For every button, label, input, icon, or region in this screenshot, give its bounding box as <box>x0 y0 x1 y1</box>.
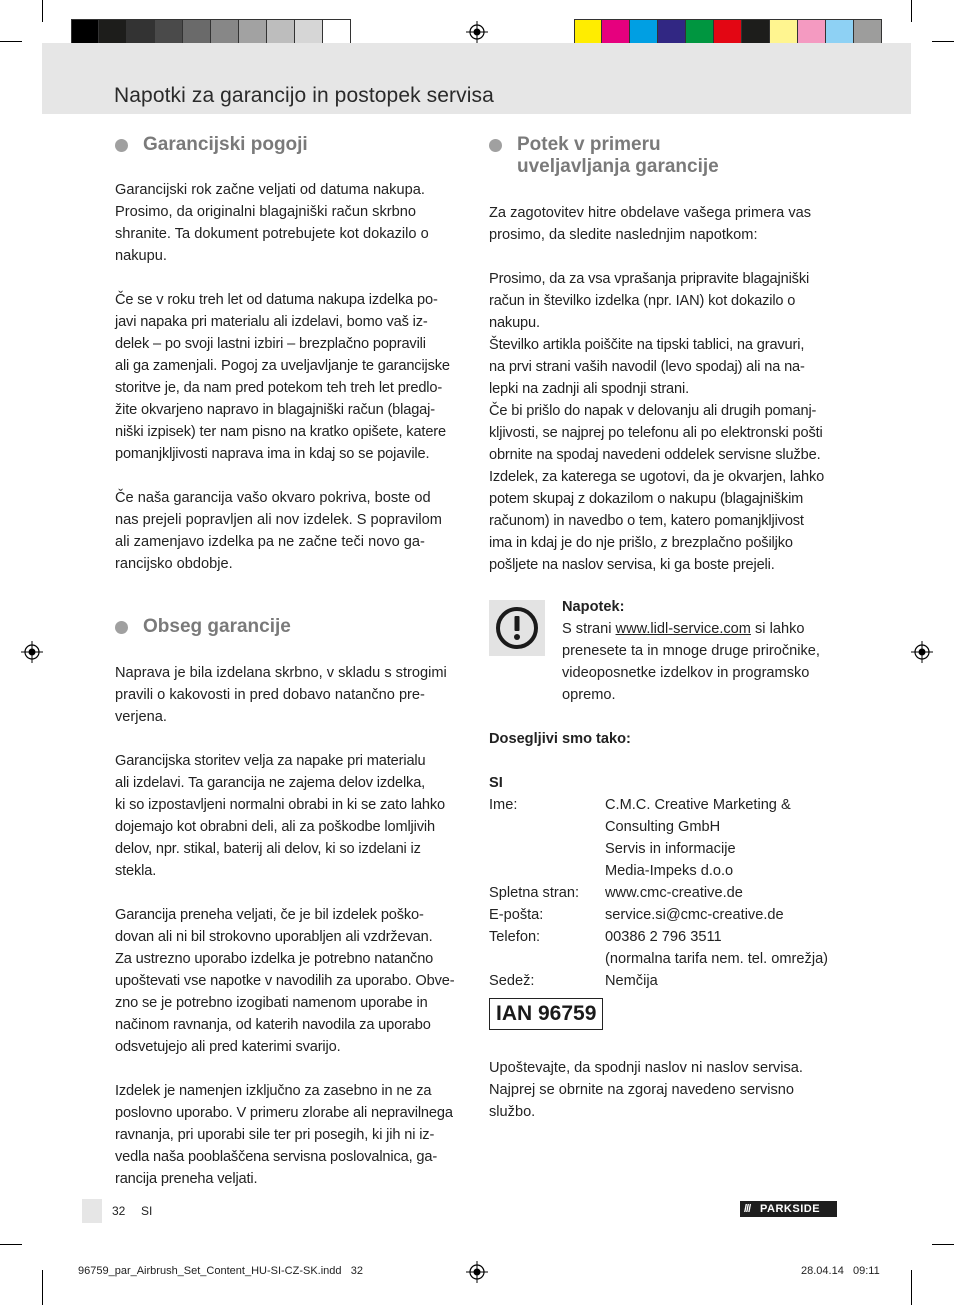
section-heading-warranty-procedure: Potek v primeru uveljavljanja garancije <box>517 134 719 177</box>
paragraph: Naprava je bila izdelana skrbno, v skladu s strogimi pravili o kakovosti in pred dobavo natančno pre- verjena. <box>115 665 447 725</box>
paragraph: Če naša garancija vašo okvaro pokriva, boste od nas prejeli popravljen ali nov izdelek. S popravilom ali zamenjavo izdelka pa ne začne teči novo ga- rancijsko obdobje. <box>115 490 442 572</box>
color-swatch <box>155 19 183 45</box>
file-slug: 96759_par_Airbrush_Set_Content_HU-SI-CZ-SK.indd 32 <box>78 1265 363 1277</box>
color-swatch <box>826 19 854 45</box>
color-swatch <box>183 19 211 45</box>
contact-label: Spletna stran: <box>489 885 580 901</box>
grayscale-color-bar <box>71 19 351 45</box>
color-swatch <box>239 19 267 45</box>
reach-us-title: Dosegljivi smo tako: <box>489 731 631 747</box>
paragraph: Upoštevajte, da spodnji naslov ni naslov servisa. Najprej se obrnite na zgoraj navedeno servisno službo. <box>489 1060 803 1120</box>
color-swatch <box>602 19 630 45</box>
crop-mark <box>0 1244 22 1245</box>
registration-mark-icon <box>911 641 933 663</box>
notice-text-line <box>562 618 805 640</box>
color-swatch <box>574 19 602 45</box>
country-code: SI <box>489 775 503 791</box>
page-number-box <box>82 1199 102 1223</box>
notice-title: Napotek: <box>562 599 625 615</box>
color-swatch <box>854 19 882 45</box>
notice-text-prefix: S strani <box>562 621 616 637</box>
contact-value: C.M.C. Creative Marketing & Consulting GmbH Servis in informacije Media-Impeks d.o.o <box>605 797 791 879</box>
contact-value: Nemčija <box>605 973 658 989</box>
color-swatch <box>714 19 742 45</box>
paragraph: Garancija preneha veljati, če je bil izdelek poško- dovan ali ni bil strokovno uporabljen ali vzdrževan. Za ustrezno uporabo izdelka je potrebno natančno upoštevati vse napotke v navodilih za uporabo. Obve- zno se je potrebno izogibati namenom uporabe in načinom ravnanja, od katerih navodila za uporabo odsvetujejo ali pred katerimi svarijo. <box>115 907 455 1055</box>
paragraph: Če se v roku treh let od datuma nakupa izdelka po- javi napaka pri materialu ali izdelavi, bomo vaš iz- delek – po svoji lastni izbiri – brezplačno popravili ali ga zamenjali. Pogoj za uveljavljanje te garancijske storitve je, da nam pred potekom teh treh let predlo- žite okvarjeno napravo in blagajniški račun (blagaj- niški izpisek) ter nam pisno na kratko opišete, katere pomanjkljivosti naprava ima in kdaj so se pojavile. <box>115 292 450 462</box>
contact-value: www.cmc-creative.de <box>605 885 743 901</box>
color-swatch <box>658 19 686 45</box>
lidl-service-link[interactable]: www.lidl-service.com <box>615 621 751 637</box>
notice-icon-box <box>489 600 545 656</box>
contact-value: 00386 2 796 3511 (normalna tarifa nem. tel. omrežja) <box>605 929 829 967</box>
paragraph: Izdelek je namenjen izključno za zasebno in ne za poslovno uporabo. V primeru zlorabe ali nepravilnega ravnanja, pri uporabi sile ter pri posegih, ki jih ni iz- vedla naša pooblaščena servisna poslovalnica, ga- rancija preneha veljati. <box>115 1083 453 1187</box>
process-color-bar <box>574 19 882 45</box>
section-bullet-icon <box>489 139 502 152</box>
color-swatch <box>798 19 826 45</box>
crop-mark <box>911 0 912 22</box>
language-code: SI <box>141 1204 153 1218</box>
notice-text: prenesete ta in mnoge druge priročnike, videoposnetke izdelkov in programsko opremo. <box>562 643 820 703</box>
registration-mark-icon <box>466 1261 488 1283</box>
color-swatch <box>267 19 295 45</box>
section-heading-warranty-terms: Garancijski pogoji <box>143 134 308 155</box>
page-number: 32 <box>112 1204 126 1218</box>
page-title: Napotki za garancijo in postopek servisa <box>114 84 494 107</box>
color-swatch <box>630 19 658 45</box>
crop-mark <box>932 1244 954 1245</box>
contact-value: service.si@cmc-creative.de <box>605 907 784 923</box>
contact-label: Ime: <box>489 797 518 813</box>
contact-label: Telefon: <box>489 929 541 945</box>
logo-stripes-icon: /// <box>744 1203 751 1215</box>
color-swatch <box>323 19 351 45</box>
paragraph: Garancijska storitev velja za napake pri materialu ali izdelavi. Ta garancija ne zajema delov izdelka, ki so izpostavljeni normalni obrabi in ki se zato lahko dojemajo kot obrabni deli, ali za poškodbe lomljivih delov, npr. stikal, baterij ali delov, ki so izdelani iz stekla. <box>115 753 446 879</box>
crop-mark <box>42 1270 43 1305</box>
exclamation-icon <box>489 600 545 656</box>
color-swatch <box>742 19 770 45</box>
brand-name: PARKSIDE <box>760 1203 821 1215</box>
date-slug: 28.04.14 09:11 <box>801 1265 880 1277</box>
contact-label: Sedež: <box>489 973 535 989</box>
color-swatch <box>99 19 127 45</box>
paragraph: Za zagotovitev hitre obdelave vašega primera vas prosimo, da sledite naslednjim napotkom: <box>489 205 812 243</box>
paragraph: Garancijski rok začne veljati od datuma nakupa. Prosimo, da originalni blagajniški račun skrbno shranite. Ta dokument potrebujete kot dokazilo o nakupu. <box>115 182 429 264</box>
color-swatch <box>686 19 714 45</box>
color-swatch <box>770 19 798 45</box>
color-swatch <box>71 19 99 45</box>
registration-mark-icon <box>466 21 488 43</box>
registration-mark-icon <box>21 641 43 663</box>
section-bullet-icon <box>115 139 128 152</box>
color-swatch <box>127 19 155 45</box>
contact-label: E-pošta: <box>489 907 544 923</box>
crop-mark <box>932 41 954 42</box>
color-swatch <box>295 19 323 45</box>
crop-mark <box>911 1270 912 1305</box>
section-bullet-icon <box>115 621 128 634</box>
section-heading-warranty-scope: Obseg garancije <box>143 616 291 637</box>
parkside-logo <box>740 1201 837 1217</box>
ian-number: IAN 96759 <box>489 998 603 1030</box>
crop-mark <box>0 41 22 42</box>
crop-mark <box>42 0 43 22</box>
color-swatch <box>211 19 239 45</box>
notice-text-suffix: si lahko <box>750 621 805 637</box>
paragraph: Prosimo, da za vsa vprašanja pripravite blagajniški račun in številko izdelka (npr. IAN) kot dokazilo o nakupu. Številko artikla poiščite na tipski tablici, na gravuri, na prvi strani vaših navodil (levo spodaj) ali na na- lepki na zadnji ali spodnji strani. Če bi prišlo do napak v delovanju ali drugih pomanj- kljivosti, se najprej po telefonu ali po elektronski pošti obrnite na spodaj navedeni oddelek servisne službe. Izdelek, za katerega se ugotovi, da je okvarjen, lahko potem skupaj z dokazilom o nakupu (blagajniškim računom) in navedbo o tem, katero pomanjkljivost ima in kdaj je do nje prišlo, z brezplačno pošiljko pošljete na naslov servisa, ki ga boste prejeli. <box>489 271 825 573</box>
